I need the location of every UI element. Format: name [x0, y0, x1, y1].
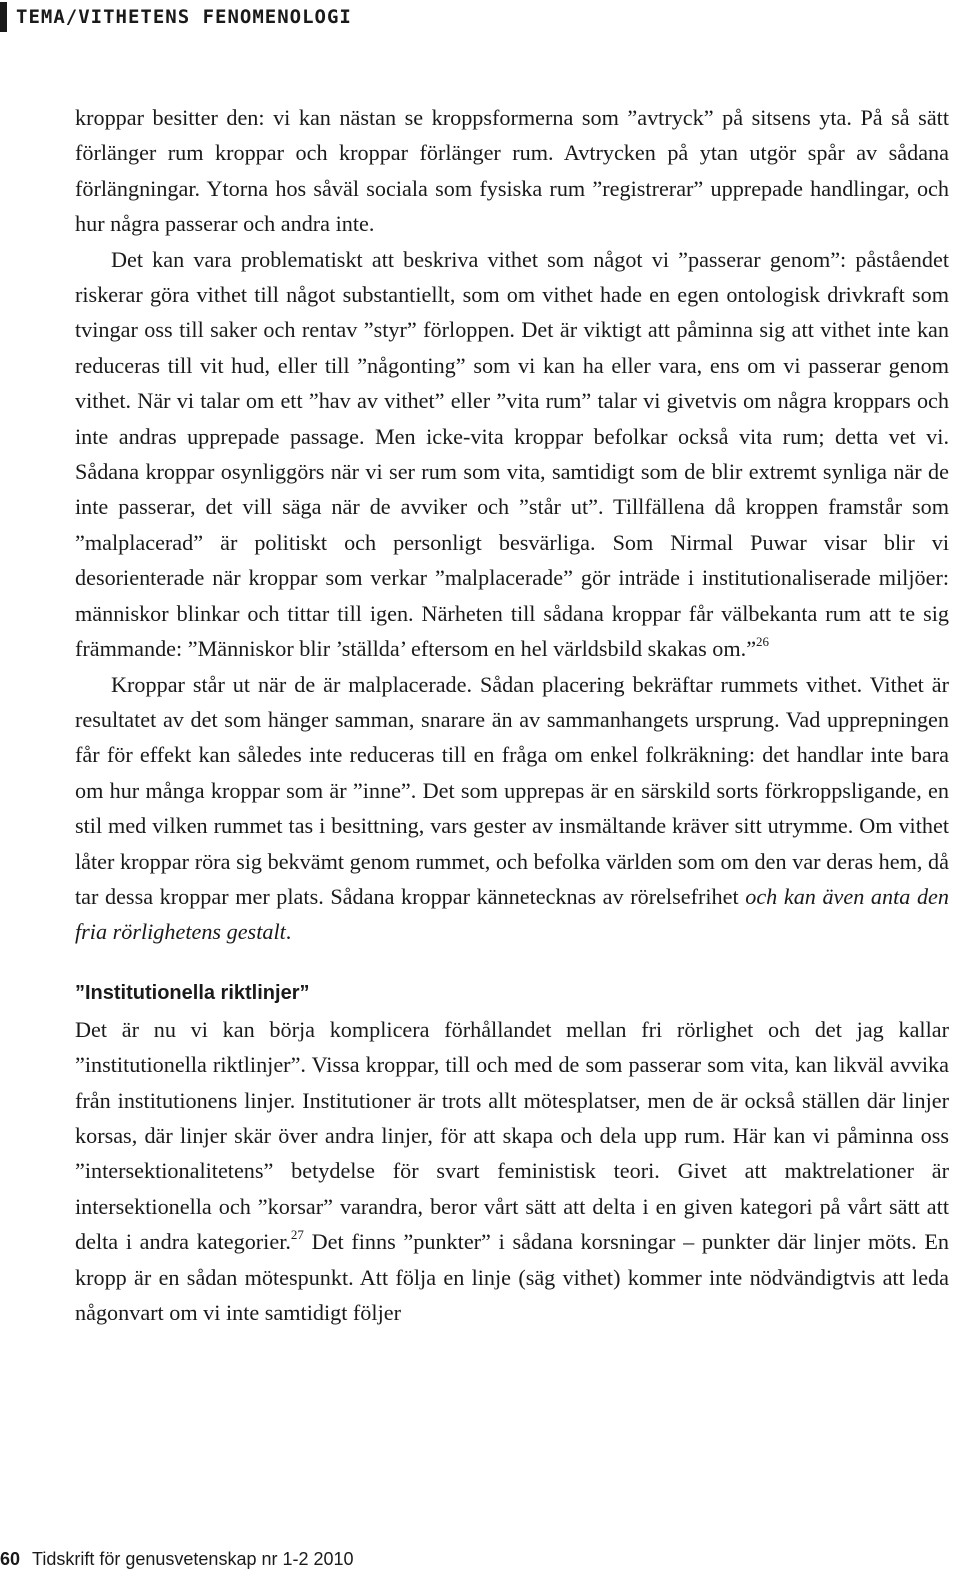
section-paragraph-1b: Det finns ”punkter” i sådana korsningar – punkter där linjer möts. En kropp är en sådan mötespunkt. Att följa en linje (säg vithet) kommer inte nödvändigtvis att leda någonvart om vi inte samtidigt följer — [75, 1229, 949, 1325]
section-heading: ”Institutionella riktlinjer” — [75, 981, 310, 1004]
paragraph-3-italic: och kan även anta den fria rörlighetens gestalt — [75, 883, 950, 945]
footnote-ref-26[interactable]: 26 — [756, 633, 770, 649]
header-title: TEMA/VITHETENS FENOMENOLOGI — [16, 6, 352, 28]
page-footer — [0, 1544, 354, 1574]
journal-name: Tidskrift för genusvetenskap nr 1-2 2010 — [32, 1548, 354, 1569]
paragraph-3-text: Kroppar står ut när de är malplacerade. Sådan placering bekräftar rummets vithet. Vithet är resultatet av det som hänger samman, snarare än av sammanhangets ursprung. Vad upprepningen får för effekt kan således inte reduceras till en fråga om enkel folkräkning: det handlar inte bara om hur många kroppar som är ”inne”. Det som upprepas är en särskild sorts förkroppsligande, en stil med vilken rummet tas i besittning, vars gester av insmältande kräver sitt utrymme. Om vithet låter kroppar röra sig bekvämt genom rummet, och befolka världen som om den var deras hem, då tar dessa kroppar mer plats. Sådana kroppar kännetecknas av rörelsefrihet — [75, 671, 949, 909]
paragraph-1-text: kroppar besitter den: vi kan nästan se kroppsformerna som ”avtryck” på sitsens yta. På så sätt förlänger rum kroppar och kroppar förlänger rum. Avtrycken på ytan utgör spår av sådana förlängningar. Ytorna hos såväl sociala som fysiska rum ”registrerar” upprepade handlingar, och hur några passerar och andra inte. — [75, 105, 949, 237]
running-header — [0, 0, 352, 34]
section-paragraph-1 — [75, 1012, 949, 1331]
paragraph-1 — [75, 100, 949, 242]
paragraph-2-text: Det kan vara problematiskt att beskriva vithet som något vi ”passerar genom”: påståendet riskerar göra vithet till något substantiellt, som om vithet hade en egen ontologisk drivkraft som tvingar oss till saker och rentav ”styr” förloppen. Det är viktigt att påminna sig att vithet inte kan reduceras till vit hud, eller till ”någonting” som vi kan ha eller vara, ens om vi passerar genom vithet. När vi talar om ett ”hav av vithet” eller ”vita rum” talar vi givetvis om några kroppars och inte andras upprepade passage. Men icke-vita kroppar befolkar också vita rum; detta vet vi. Sådana kroppar osynliggörs när vi ser rum som vita, samtidigt som de blir extremt synliga när de inte passerar, det vill säga när de avviker och ”står ut”. Tillfällena då kroppen framstår som ”malplacerad” är politiskt och personligt besvärliga. Som Nirmal Puwar visar blir vi desorienterade när kroppar som verkar ”malplacerade” gör inträde i institutionaliserade miljöer: människor blinkar och tittar till igen. Närheten till sådana kroppar får välbekanta rum att te sig främmande: ”Människor blir ’ställda’ eftersom en hel världsbild skakas om.” — [75, 246, 949, 662]
page-number: 60 — [0, 1548, 21, 1569]
footnote-ref-27[interactable]: 27 — [290, 1226, 304, 1242]
article-body — [75, 100, 949, 1330]
header-bar — [0, 2, 7, 32]
paragraph-3 — [75, 667, 949, 950]
paragraph-3-end: . — [285, 919, 292, 945]
paragraph-2 — [75, 242, 949, 667]
section-paragraph-1a: Det är nu vi kan börja komplicera förhållandet mellan fri rörlighet och det jag kallar ”institutionella riktlinjer”. Vissa kroppar, till och med de som passerar som vita, kan likväl avvika från institutionens linjer. Institutioner är trots allt mötesplatser, men de är också ställen där linjer korsas, där linjer skär över andra linjer, för att skapa och dela upp rum. Här kan vi påminna oss ”intersektionalitetens” betydelse för svart feministisk teori. Givet att maktrelationer är intersektionella och ”korsar” varandra, beror vårt sätt att delta i en given kategori på vårt sätt att delta i andra kategorier. — [75, 1016, 949, 1255]
